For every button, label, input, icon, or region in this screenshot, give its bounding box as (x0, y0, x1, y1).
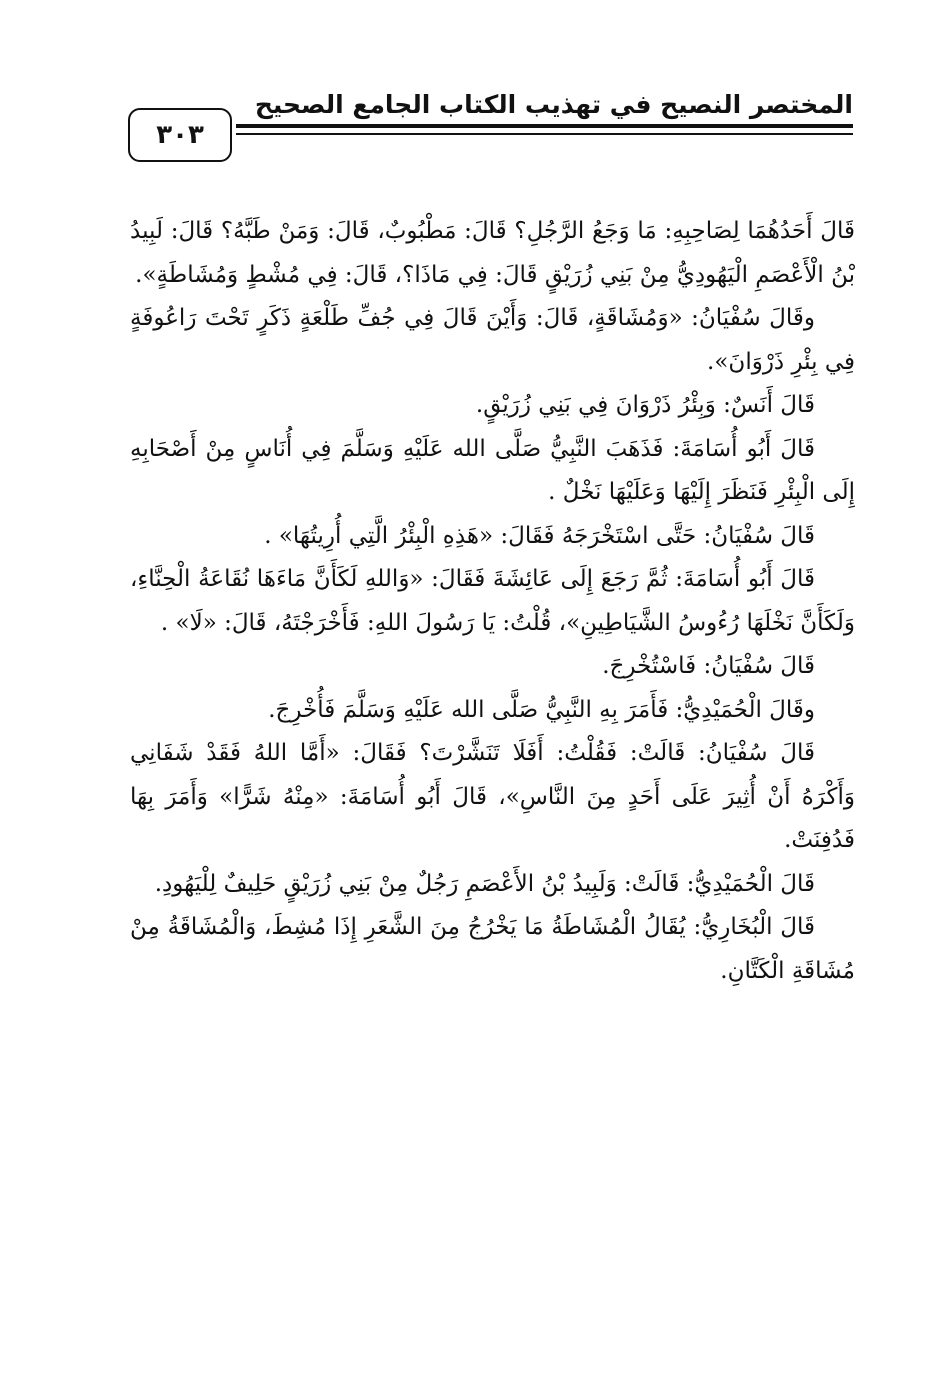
paragraph: قَالَ سُفْيَانُ: قَالَتْ: فَقُلْتُ: أَفَلَا تَنَشَّرْتَ؟ فَقَالَ: «أَمَّا اللهُ فَقَدْ شَفَانِي وَأَكْرَهُ أَنْ أُثِيرَ عَلَى أَحَدٍ مِنَ النَّاسِ»، قَالَ أَبُو أُسَامَةَ: «مِنْهُ شَرًّا» وَأَمَرَ بِهَا فَدُفِنَتْ. (130, 740, 855, 853)
paragraph: قَالَ أَبُو أُسَامَةَ: فَذَهَبَ النَّبِيُّ صَلَّى الله عَلَيْهِ وَسَلَّمَ فِي أُنَاسٍ مِنْ أَصْحَابِهِ إِلَى الْبِئْرِ فَنَظَرَ إِلَيْهَا وَعَلَيْهَا نَخْلٌ . (130, 435, 855, 505)
running-header-title: المختصر النصيح في تهذيب الكتاب الجامع الصحيح (254, 90, 853, 119)
paragraph: وقَالَ الْحُمَيْدِيُّ: فَأَمَرَ بِهِ النَّبِيُّ صَلَّى الله عَلَيْهِ وَسَلَّمَ فَأُخْرِجَ. (268, 696, 815, 723)
paragraph: قَالَ سُفْيَانُ: فَاسْتُخْرِجَ. (602, 653, 815, 679)
paragraph: قَالَ الْحُمَيْدِيُّ: قَالَتْ: وَلَبِيدُ بْنُ الأَعْصَمِ رَجُلٌ مِنْ بَنِي زُرَيْقٍ حَلِيفٌ لِلْيَهُودِ. (154, 870, 815, 897)
paragraph: قَالَ أَحَدُهُمَا لِصَاحِبِهِ: مَا وَجَعُ الرَّجُلِ؟ قَالَ: مَطْبُوبٌ، قَالَ: وَمَنْ طَبَّهُ؟ قَالَ: لَبِيدُ بْنُ الْأَعْصَمِ الْيَهُودِيُّ مِنْ بَنِي زُرَيْقٍ قَالَ: فِي مَاذَا؟، قَالَ: فِي مُشْطٍ وَمُشَاطَةٍ». (130, 218, 855, 288)
header-rule-thick (236, 124, 853, 128)
paragraph: قَالَ أَنَسٌ: وَبِئْرُ ذَرْوَانَ فِي بَنِي زُرَيْقٍ. (475, 392, 815, 418)
paragraph: قَالَ أَبُو أُسَامَةَ: ثُمَّ رَجَعَ إِلَى عَائِشَةَ فَقَالَ: «وَاللهِ لَكَأَنَّ مَاءَهَا نُقَاعَةُ الْحِنَّاءِ، وَلَكَأَنَّ نَخْلَهَا رُءُوسُ الشَّيَاطِينِ»، قُلْتُ: يَا رَسُولَ اللهِ: فَأَخْرَجْتَهُ، قَالَ: «لَا» . (130, 566, 855, 636)
header-rule-thin (236, 133, 853, 135)
paragraph: قَالَ سُفْيَانُ: حَتَّى اسْتَخْرَجَهُ فَقَالَ: «هَذِهِ الْبِئْرُ الَّتِي أُرِيتُهَا» . (264, 522, 815, 549)
paragraph: قَالَ الْبُخَارِيُّ: يُقَالُ الْمُشَاطَةُ مَا يَخْرُجُ مِنَ الشَّعَرِ إِذَا مُشِطَ، وَالْمُشَاقَةُ مِنْ مُشَاقَةِ الْكَتَّانِ. (130, 914, 855, 984)
paragraph: وقَالَ سُفْيَانُ: «وَمُشَاقَةٍ، قَالَ: وَأَيْنَ قَالَ فِي جُفِّ طَلْعَةٍ ذَكَرٍ تَحْتَ رَاعُوفَةٍ فِي بِئْرِ ذَرْوَانَ». (130, 305, 855, 375)
page-number: ٣٠٣ (128, 108, 232, 162)
main-text (130, 210, 855, 993)
